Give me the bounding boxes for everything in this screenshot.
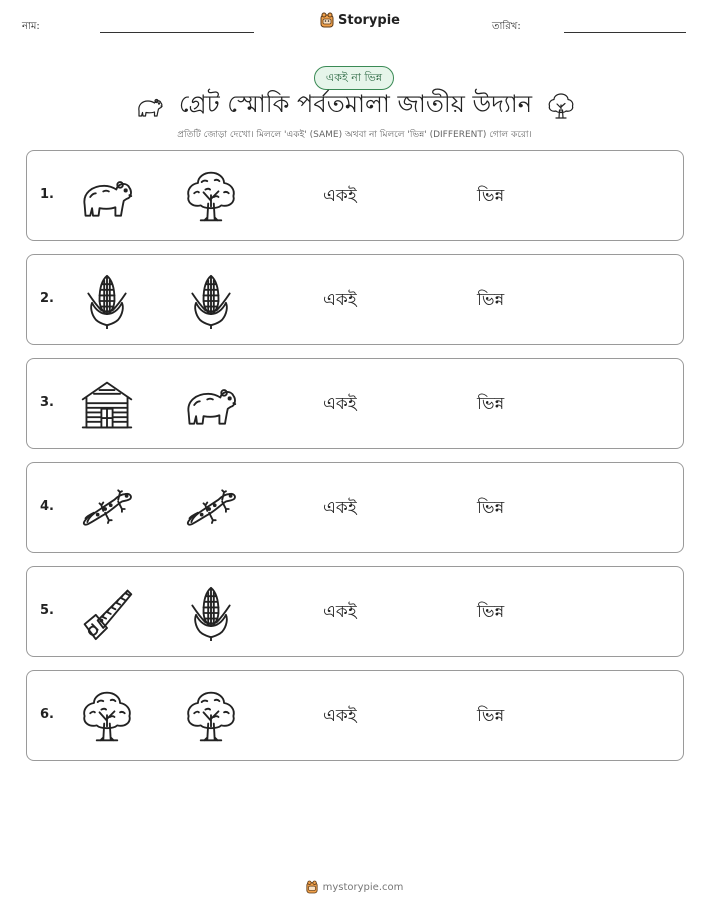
different-option[interactable]: ভিন্ন	[477, 706, 505, 726]
tree-icon	[79, 689, 135, 745]
saw-icon	[79, 585, 135, 641]
row-number: 4.	[40, 499, 54, 514]
bear-icon	[183, 377, 239, 433]
pair-row-3	[26, 358, 684, 449]
pair-row-1	[26, 150, 684, 241]
row-number: 1.	[40, 187, 54, 202]
instructions: প্রতিটি জোড়া দেখো। মিললে 'একই' (SAME) অথবা না মিললে 'ভিন্ন' (DIFFERENT) গোল করো।	[177, 130, 532, 140]
row-number: 6.	[40, 707, 54, 722]
footer	[0, 880, 709, 894]
row-number: 5.	[40, 603, 54, 618]
date-line[interactable]	[564, 32, 686, 33]
storypie-mascot-icon	[306, 880, 318, 894]
different-option[interactable]: ভিন্ন	[477, 498, 505, 518]
title-tree-icon	[546, 91, 576, 121]
storypie-mascot-icon	[320, 12, 334, 28]
same-option[interactable]: একই	[323, 394, 357, 414]
corn-icon	[79, 273, 135, 329]
title-row	[0, 90, 709, 122]
salamander-icon	[183, 481, 239, 537]
name-line[interactable]	[100, 32, 254, 33]
row-number: 3.	[40, 395, 54, 410]
bear-icon	[79, 169, 135, 225]
tree-icon	[183, 169, 239, 225]
different-option[interactable]: ভিন্ন	[477, 290, 505, 310]
corn-icon	[183, 273, 239, 329]
brand-name: Storypie	[338, 12, 400, 28]
same-option[interactable]: একই	[323, 290, 357, 310]
corn-icon	[183, 585, 239, 641]
cabin-icon	[79, 377, 135, 433]
storypie-logo	[320, 12, 400, 28]
row-number: 2.	[40, 291, 54, 306]
tree-icon	[183, 689, 239, 745]
different-option[interactable]: ভিন্ন	[477, 186, 505, 206]
different-option[interactable]: ভিন্ন	[477, 602, 505, 622]
same-option[interactable]: একই	[323, 498, 357, 518]
date-label: তারিখ:	[492, 21, 521, 32]
same-option[interactable]: একই	[323, 602, 357, 622]
salamander-icon	[79, 481, 135, 537]
pair-row-6	[26, 670, 684, 761]
different-option[interactable]: ভিন্ন	[477, 394, 505, 414]
same-option[interactable]: একই	[323, 706, 357, 726]
pair-row-2	[26, 254, 684, 345]
worksheet-type-badge: একই না ভিন্ন	[314, 66, 394, 90]
page-title: গ্রেট স্মোকি পর্বতমালা জাতীয় উদ্যান	[178, 90, 533, 118]
name-label: নাম:	[22, 21, 40, 32]
footer-url[interactable]: mystorypie.com	[322, 881, 404, 893]
pair-row-5	[26, 566, 684, 657]
pair-row-4	[26, 462, 684, 553]
title-bear-icon	[133, 91, 165, 121]
same-option[interactable]: একই	[323, 186, 357, 206]
